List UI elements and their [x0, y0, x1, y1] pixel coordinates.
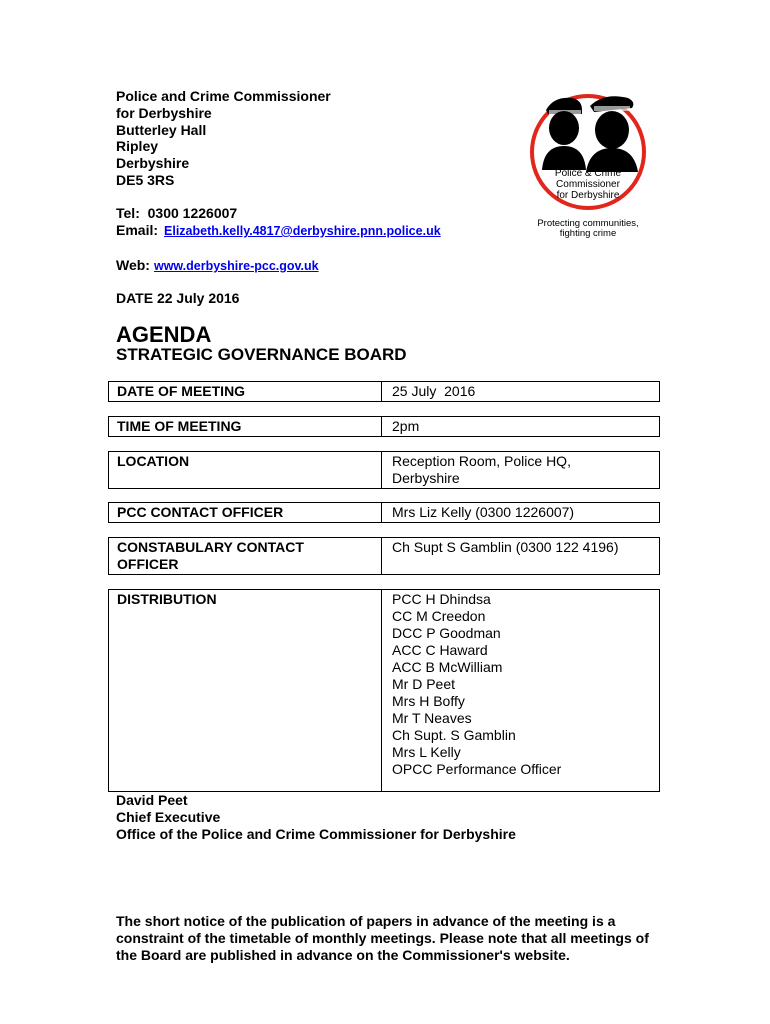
logo-line: Police & Crime	[554, 168, 622, 179]
address-block	[116, 88, 331, 189]
tel-label: Tel:	[116, 205, 140, 221]
row-label: CONSTABULARY CONTACT OFFICER	[117, 539, 304, 572]
table-row-pcc-contact	[108, 502, 660, 523]
table-row-distribution	[108, 589, 660, 792]
row-value: Reception Room, Police HQ, Derbyshire	[392, 453, 571, 486]
address-line: for Derbyshire	[116, 104, 212, 121]
row-value: 25 July 2016	[392, 383, 476, 399]
logo-line: Commissioner	[556, 179, 620, 190]
table-row-constabulary-contact	[108, 537, 660, 575]
address-line: Ripley	[116, 138, 159, 155]
agenda-heading: AGENDA	[116, 322, 212, 347]
row-value: 2pm	[392, 418, 420, 434]
row-value: Mrs Liz Kelly (0300 1226007)	[392, 504, 575, 520]
distribution-list: PCC H Dhindsa CC M Creedon DCC P Goodman ACC C Haward ACC B McWilliam Mr D Peet Mrs H Boffy Mr T Neaves Ch Supt. S Gamblin Mrs L Kelly OPCC Performance Officer	[392, 591, 562, 777]
row-value: Ch Supt S Gamblin (0300 122 4196)	[392, 539, 619, 555]
web-label: Web:	[116, 257, 150, 273]
table-row-time	[108, 416, 660, 437]
address-line: Derbyshire	[116, 155, 190, 172]
table-row-date	[108, 381, 660, 402]
address-line: Butterley Hall	[116, 121, 207, 138]
web-link[interactable]: www.derbyshire-pcc.gov.uk	[153, 259, 319, 273]
logo-tagline: fighting crime	[559, 228, 617, 239]
web-line	[116, 257, 319, 273]
signature-name: David Peet	[116, 792, 188, 808]
row-label: TIME OF MEETING	[117, 418, 242, 434]
contact-block	[116, 205, 441, 240]
address-line: Police and Crime Commissioner	[116, 88, 331, 104]
signature-block	[116, 792, 516, 843]
tel-number: 0300 1226007	[147, 205, 238, 221]
email-label: Email:	[116, 222, 159, 238]
email-link[interactable]: Elizabeth.kelly.4817@derbyshire.pnn.police.uk	[164, 224, 441, 238]
row-label: PCC CONTACT OFFICER	[117, 504, 284, 520]
document-date: DATE 22 July 2016	[116, 290, 240, 306]
row-label: DATE OF MEETING	[117, 383, 246, 399]
logo-tagline: Protecting communities,	[537, 218, 639, 229]
publication-note: The short notice of the publication of papers in advance of the meeting is a constraint of the timetable of monthly meetings. Please note that all meetings of the Board are published in advance on the Commissioner's website.	[116, 913, 649, 963]
signature-office: Office of the Police and Crime Commissioner for Derbyshire	[116, 826, 516, 842]
row-label: LOCATION	[117, 453, 190, 469]
address-line: DE5 3RS	[116, 171, 175, 188]
table-row-location	[108, 451, 660, 489]
pcc-logo	[524, 92, 652, 242]
board-subheading: STRATEGIC GOVERNANCE BOARD	[116, 345, 407, 364]
logo-line: for Derbyshire	[556, 190, 620, 201]
signature-title: Chief Executive	[116, 809, 221, 825]
row-label: DISTRIBUTION	[117, 591, 217, 607]
